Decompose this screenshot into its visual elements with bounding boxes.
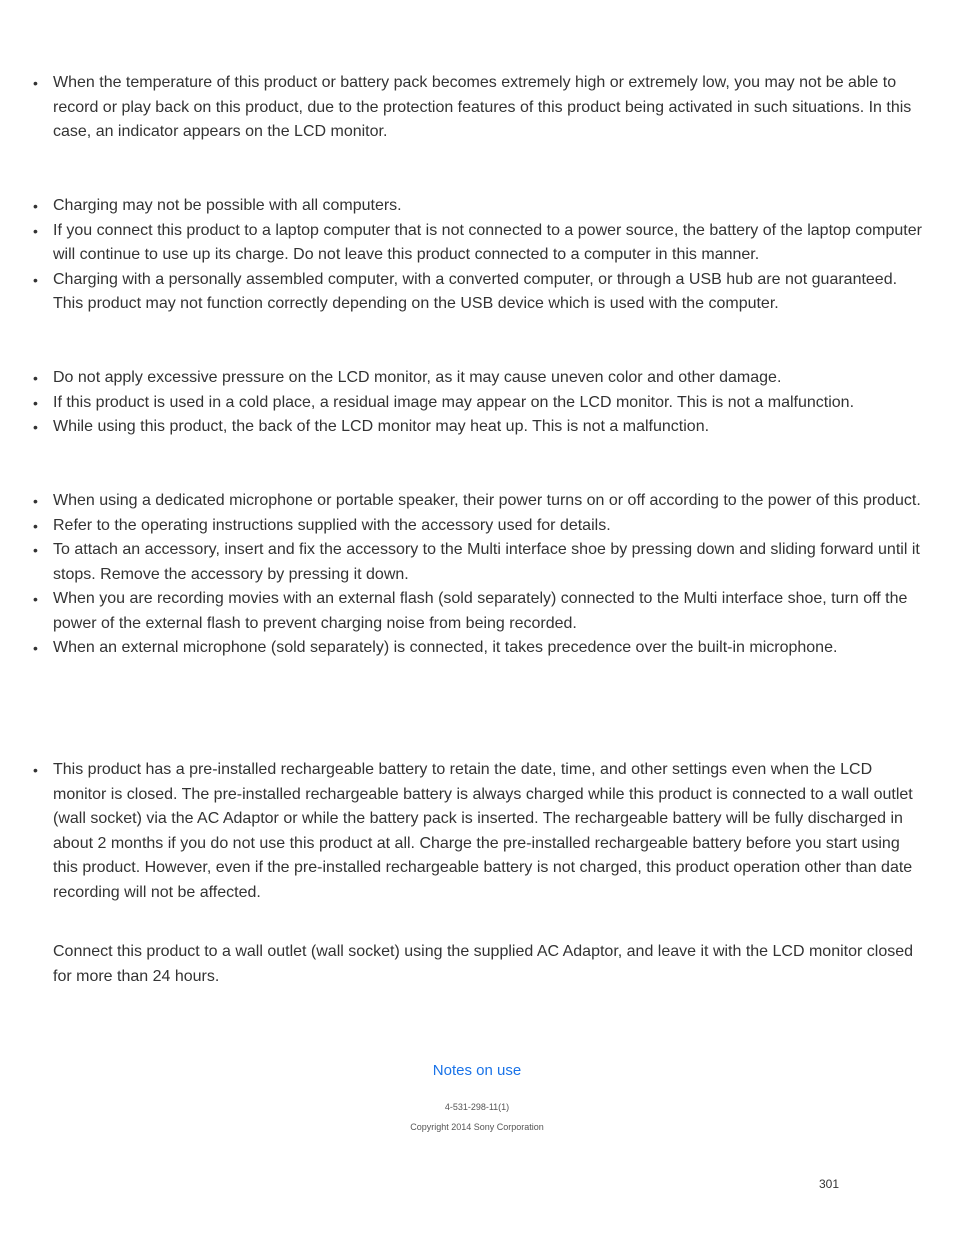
list-item: • To attach an accessory, insert and fix the accessory to the Multi interface shoe by pressing down and sliding forward until it stops. Remove the accessory by pressing it down.: [33, 538, 928, 587]
document-code: 4-531-298-11(1): [444, 1102, 510, 1112]
charge-instruction: Connect this product to a wall outlet (wall socket) using the supplied AC Adaptor, and leave it with the LCD monitor closed for more than 24 hours.: [53, 943, 914, 985]
list-item: • If this product is used in a cold place, a residual image may appear on the LCD monitor. This is not a malfunction.: [33, 391, 928, 416]
list-item: • When using a dedicated microphone or portable speaker, their power turns on or off according to the power of this product.: [33, 489, 928, 514]
rechargeable-battery-notes: [33, 758, 928, 905]
list-item: • While using this product, the back of the LCD monitor may heat up. This is not a malfunction.: [33, 415, 928, 440]
list-item: • Charging may not be possible with all computers.: [33, 194, 928, 219]
copyright: Copyright 2014 Sony Corporation: [410, 1122, 544, 1132]
list-item: • This product has a pre-installed rechargeable battery to retain the date, time, and other settings even when the LCD monitor is closed. The pre-installed rechargeable battery is always charged while this product is connected to a wall outlet (wall socket) via the AC Adaptor or while the battery pack is inserted. The rechargeable battery will be fully discharged in about 2 months if you do not use this product at all. Charge the pre-installed rechargeable battery before you start using this product. However, even if the pre-installed rechargeable battery is not charged, this product operation other than date recording will not be affected.: [33, 758, 928, 905]
page-number: 301: [819, 1177, 840, 1191]
list-item: • Charging with a personally assembled computer, with a converted computer, or through a USB hub are not guaranteed. This product may not function correctly depending on the USB device which is used with the computer.: [33, 268, 928, 317]
computer-charging-notes: [33, 194, 928, 317]
list-item: • Do not apply excessive pressure on the LCD monitor, as it may cause uneven color and other damage.: [33, 366, 928, 391]
list-item: • Refer to the operating instructions supplied with the accessory used for details.: [33, 514, 928, 539]
notes-on-use-link[interactable]: Notes on use: [432, 1062, 522, 1079]
lcd-monitor-notes: [33, 366, 928, 440]
list-item: • When you are recording movies with an external flash (sold separately) connected to the Multi interface shoe, turn off the power of the external flash to prevent charging noise from being recorded.: [33, 587, 928, 636]
list-item: • If you connect this product to a laptop computer that is not connected to a power source, the battery of the laptop computer will continue to use up its charge. Do not leave this product connected to a computer in this manner.: [33, 219, 928, 268]
accessory-notes: [33, 489, 928, 661]
temperature-notes: [33, 71, 928, 145]
list-item: • When the temperature of this product or battery pack becomes extremely high or extremely low, you may not be able to record or play back on this product, due to the protection features of this product being activated in such situations. In this case, an indicator appears on the LCD monitor.: [33, 71, 928, 145]
list-item: • When an external microphone (sold separately) is connected, it takes precedence over the built-in microphone.: [33, 636, 928, 661]
